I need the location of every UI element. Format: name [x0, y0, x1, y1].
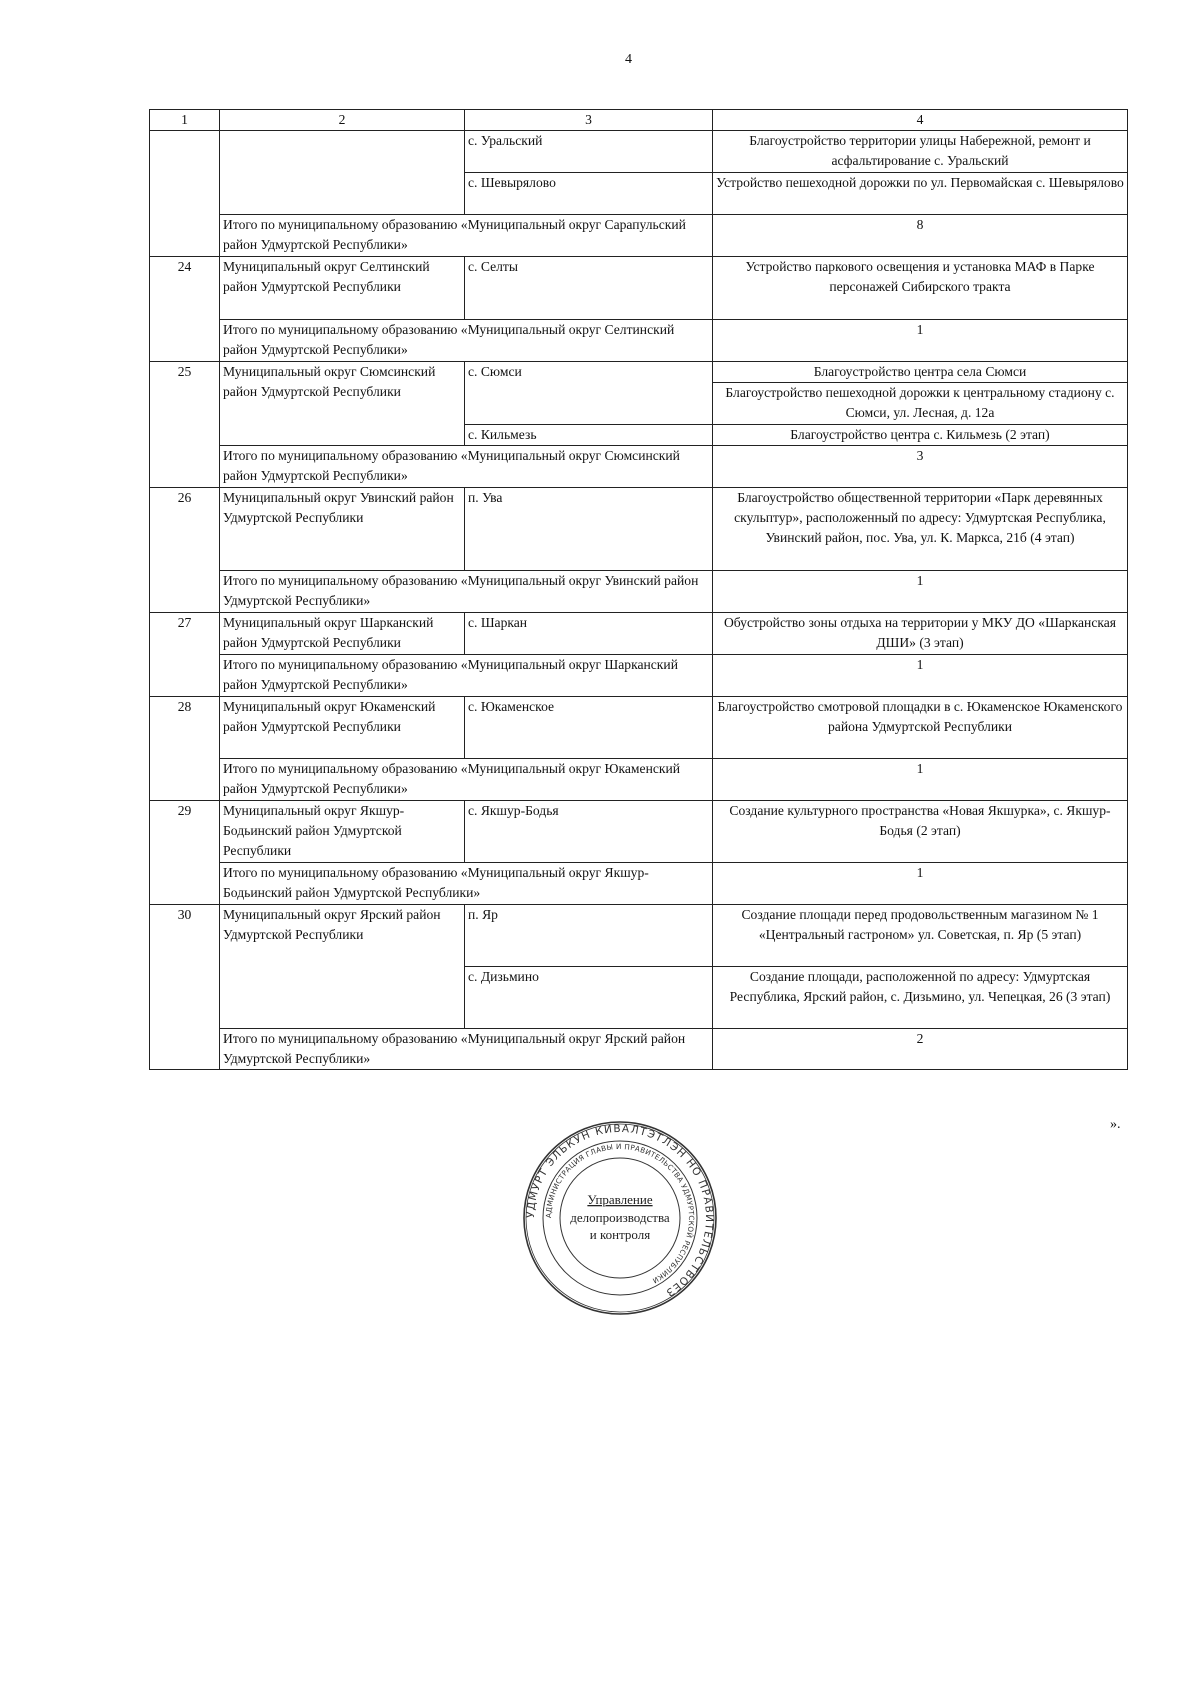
project-cell: Благоустройство смотровой площадки в с. Юкаменское Юкаменского района Удмуртской Республики: [713, 697, 1128, 759]
total-row: [150, 759, 1128, 801]
num-cell: 26: [150, 488, 220, 613]
place-cell: с. Дизьмино: [465, 967, 713, 1029]
total-row: [150, 863, 1128, 905]
place-cell: п. Ува: [465, 488, 713, 571]
header-row: [150, 110, 1128, 131]
table-row: [150, 131, 1128, 173]
table-row: [150, 613, 1128, 655]
project-cell: Благоустройство территории улицы Набережной, ремонт и асфальтирование с. Уральский: [713, 131, 1128, 173]
total-value: 1: [713, 759, 1128, 801]
project-cell: Создание площади, расположенной по адресу: Удмуртская Республика, Ярский район, с. Дизьмино, ул. Чепецкая, 26 (3 этап): [713, 967, 1128, 1029]
district-cell: Муниципальный округ Юкаменский район Удмуртской Республики: [220, 697, 465, 759]
page-number: 4: [625, 52, 632, 67]
num-cell: 25: [150, 362, 220, 488]
total-label: Итого по муниципальному образованию «Муниципальный округ Сюмсинский район Удмуртской Республики»: [220, 446, 713, 488]
stamp-seal: [520, 1118, 720, 1318]
district-cell: Муниципальный округ Селтинский район Удмуртской Республики: [220, 257, 465, 320]
table-row: [150, 257, 1128, 320]
table-row: [150, 362, 1128, 383]
district-cell: Муниципальный округ Якшур-Бодьинский район Удмуртской Республики: [220, 801, 465, 863]
table-row: [150, 905, 1128, 967]
total-value: 8: [713, 215, 1128, 257]
place-cell: с. Шаркан: [465, 613, 713, 655]
total-row: [150, 655, 1128, 697]
total-label: Итого по муниципальному образованию «Муниципальный округ Юкаменский район Удмуртской Республики»: [220, 759, 713, 801]
district-cell: Муниципальный округ Ярский район Удмуртской Республики: [220, 905, 465, 1029]
project-cell: Благоустройство центра села Сюмси: [713, 362, 1128, 383]
place-cell: с. Юкаменское: [465, 697, 713, 759]
header-cell: 2: [220, 110, 465, 131]
place-cell: с. Селты: [465, 257, 713, 320]
total-label: Итого по муниципальному образованию «Муниципальный округ Селтинский район Удмуртской Республики»: [220, 320, 713, 362]
official-stamp: [520, 1118, 720, 1318]
total-value: 1: [713, 571, 1128, 613]
num-cell: 28: [150, 697, 220, 801]
project-cell: Благоустройство общественной территории «Парк деревянных скульптур», расположенный по адресу: Удмуртская Республика, Увинский район, пос. Ува, ул. К. Маркса, 21б (4 этап): [713, 488, 1128, 571]
total-label: Итого по муниципальному образованию «Муниципальный округ Ярский район Удмуртской Республики»: [220, 1029, 713, 1070]
total-label: Итого по муниципальному образованию «Муниципальный округ Увинский район Удмуртской Республики»: [220, 571, 713, 613]
project-cell: Создание культурного пространства «Новая Якшурка», с. Якшур-Бодья (2 этап): [713, 801, 1128, 863]
num-cell: 24: [150, 257, 220, 362]
place-cell: с. Кильмезь: [465, 425, 713, 446]
header-cell: 4: [713, 110, 1128, 131]
closing-quote-mark: ».: [1110, 1117, 1121, 1132]
num-cell: 30: [150, 905, 220, 1070]
project-cell: Благоустройство центра с. Кильмезь (2 этап): [713, 425, 1128, 446]
place-cell: с. Шевырялово: [465, 173, 713, 215]
header-cell: 1: [150, 110, 220, 131]
district-cell: Муниципальный округ Сюмсинский район Удмуртской Республики: [220, 362, 465, 446]
stamp-line-2: делопроизводства: [570, 1210, 670, 1225]
stamp-line-3: и контроля: [589, 1227, 651, 1242]
place-cell: п. Яр: [465, 905, 713, 967]
project-cell: Обустройство зоны отдыха на территории у МКУ ДО «Шарканская ДШИ» (3 этап): [713, 613, 1128, 655]
stamp-outer-text: УДМУРТ ЭЛЬКУН КИВАЛТЭТЛЭН НО ПРАВИТЕЛЬСТВОЕЗ: [524, 1122, 716, 1300]
total-label: Итого по муниципальному образованию «Муниципальный округ Сарапульский район Удмуртской Республики»: [220, 215, 713, 257]
total-value: 1: [713, 863, 1128, 905]
place-cell: с. Якшур-Бодья: [465, 801, 713, 863]
table-row: [150, 697, 1128, 759]
total-value: 1: [713, 655, 1128, 697]
project-cell: Благоустройство пешеходной дорожки к центральному стадиону с. Сюмси, ул. Лесная, д. 12а: [713, 383, 1128, 425]
num-cell: [150, 131, 220, 257]
project-cell: Создание площади перед продовольственным магазином № 1 «Центральный гастроном» ул. Советская, п. Яр (5 этап): [713, 905, 1128, 967]
total-row: [150, 446, 1128, 488]
district-cell: [220, 131, 465, 215]
table-row: [150, 801, 1128, 863]
total-value: 3: [713, 446, 1128, 488]
stamp-line-1: Управление: [587, 1192, 653, 1207]
header-cell: 3: [465, 110, 713, 131]
place-cell: с. Уральский: [465, 131, 713, 173]
district-cell: Муниципальный округ Шарканский район Удмуртской Республики: [220, 613, 465, 655]
project-cell: Устройство пешеходной дорожки по ул. Первомайская с. Шевырялово: [713, 173, 1128, 215]
projects-table: [149, 109, 1128, 1070]
num-cell: 27: [150, 613, 220, 697]
total-row: [150, 320, 1128, 362]
num-cell: 29: [150, 801, 220, 905]
table-row: [150, 488, 1128, 571]
stamp-inner-text: АДМИНИСТРАЦИЯ ГЛАВЫ И ПРАВИТЕЛЬСТВА УДМУРТСКОЙ РЕСПУБЛИКИ: [543, 1141, 697, 1286]
total-value: 2: [713, 1029, 1128, 1070]
total-row: [150, 215, 1128, 257]
project-cell: Устройство паркового освещения и установка МАФ в Парке персонажей Сибирского тракта: [713, 257, 1128, 320]
total-label: Итого по муниципальному образованию «Муниципальный округ Шарканский район Удмуртской Республики»: [220, 655, 713, 697]
total-row: [150, 571, 1128, 613]
total-row: [150, 1029, 1128, 1070]
total-label: Итого по муниципальному образованию «Муниципальный округ Якшур-Бодьинский район Удмуртской Республики»: [220, 863, 713, 905]
place-cell: с. Сюмси: [465, 362, 713, 425]
district-cell: Муниципальный округ Увинский район Удмуртской Республики: [220, 488, 465, 571]
total-value: 1: [713, 320, 1128, 362]
